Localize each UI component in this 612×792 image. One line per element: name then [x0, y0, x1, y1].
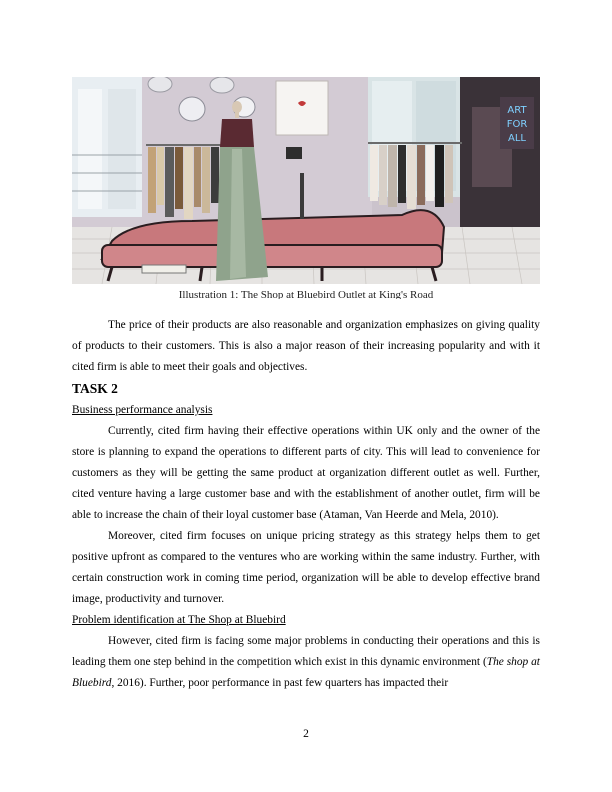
problem-paragraph — [72, 631, 540, 694]
page-number: 2 — [303, 728, 309, 740]
intro-paragraph: The price of their products are also reasonable and organization emphasizes on giving quality of products to their customers. This is also a major reason of their increasing popularity and with it cited firm is able to meet their goals and objectives. — [72, 319, 540, 373]
neon-sign-line-1: ART — [507, 105, 527, 116]
problem-paragraph-text-before: However, cited firm is facing some major problems in conducting their operations and this is leading them one step behind in the competition which exist in this dynamic environment ( — [72, 635, 540, 668]
neon-sign-line-2: FOR — [506, 119, 528, 130]
neon-sign — [507, 105, 528, 144]
store-interior-illustration — [72, 77, 540, 284]
store-photo — [72, 77, 540, 284]
problem-identification-heading: Problem identification at The Shop at Bluebird — [72, 614, 286, 626]
citation-title: The shop at Bluebird — [72, 656, 540, 689]
business-paragraph-1: Currently, cited firm having their effective operations within UK only and the owner of the store is planning to expand the operations to different parts of city. This will lead to convenience for customers as they will be getting the same product at organization different outlet as well. Further, cited venture having a large customer base and with the establishment of another outlet, firm will be able to increase the chain of their loyal customer base (Ataman, Van Heerde and Mela, 2010). — [72, 425, 540, 521]
business-performance-heading: Business performance analysis — [72, 404, 213, 416]
body-text — [72, 315, 540, 694]
figure-caption: Illustration 1: The Shop at Bluebird Outlet at King's Road — [178, 289, 434, 299]
business-paragraph-2: Moreover, cited firm focuses on unique pricing strategy as this strategy helps them to get positive upfront as compared to the ventures who are working within the same industry. Further, with certain construction work in coming time period, organization will be able to develop effective brand image, productivity and turnover. — [72, 530, 540, 605]
neon-sign-line-3: ALL — [508, 133, 526, 144]
task-heading: TASK 2 — [72, 381, 118, 396]
problem-paragraph-text-after: , 2016). Further, poor performance in past few quarters has impacted their — [111, 677, 449, 689]
